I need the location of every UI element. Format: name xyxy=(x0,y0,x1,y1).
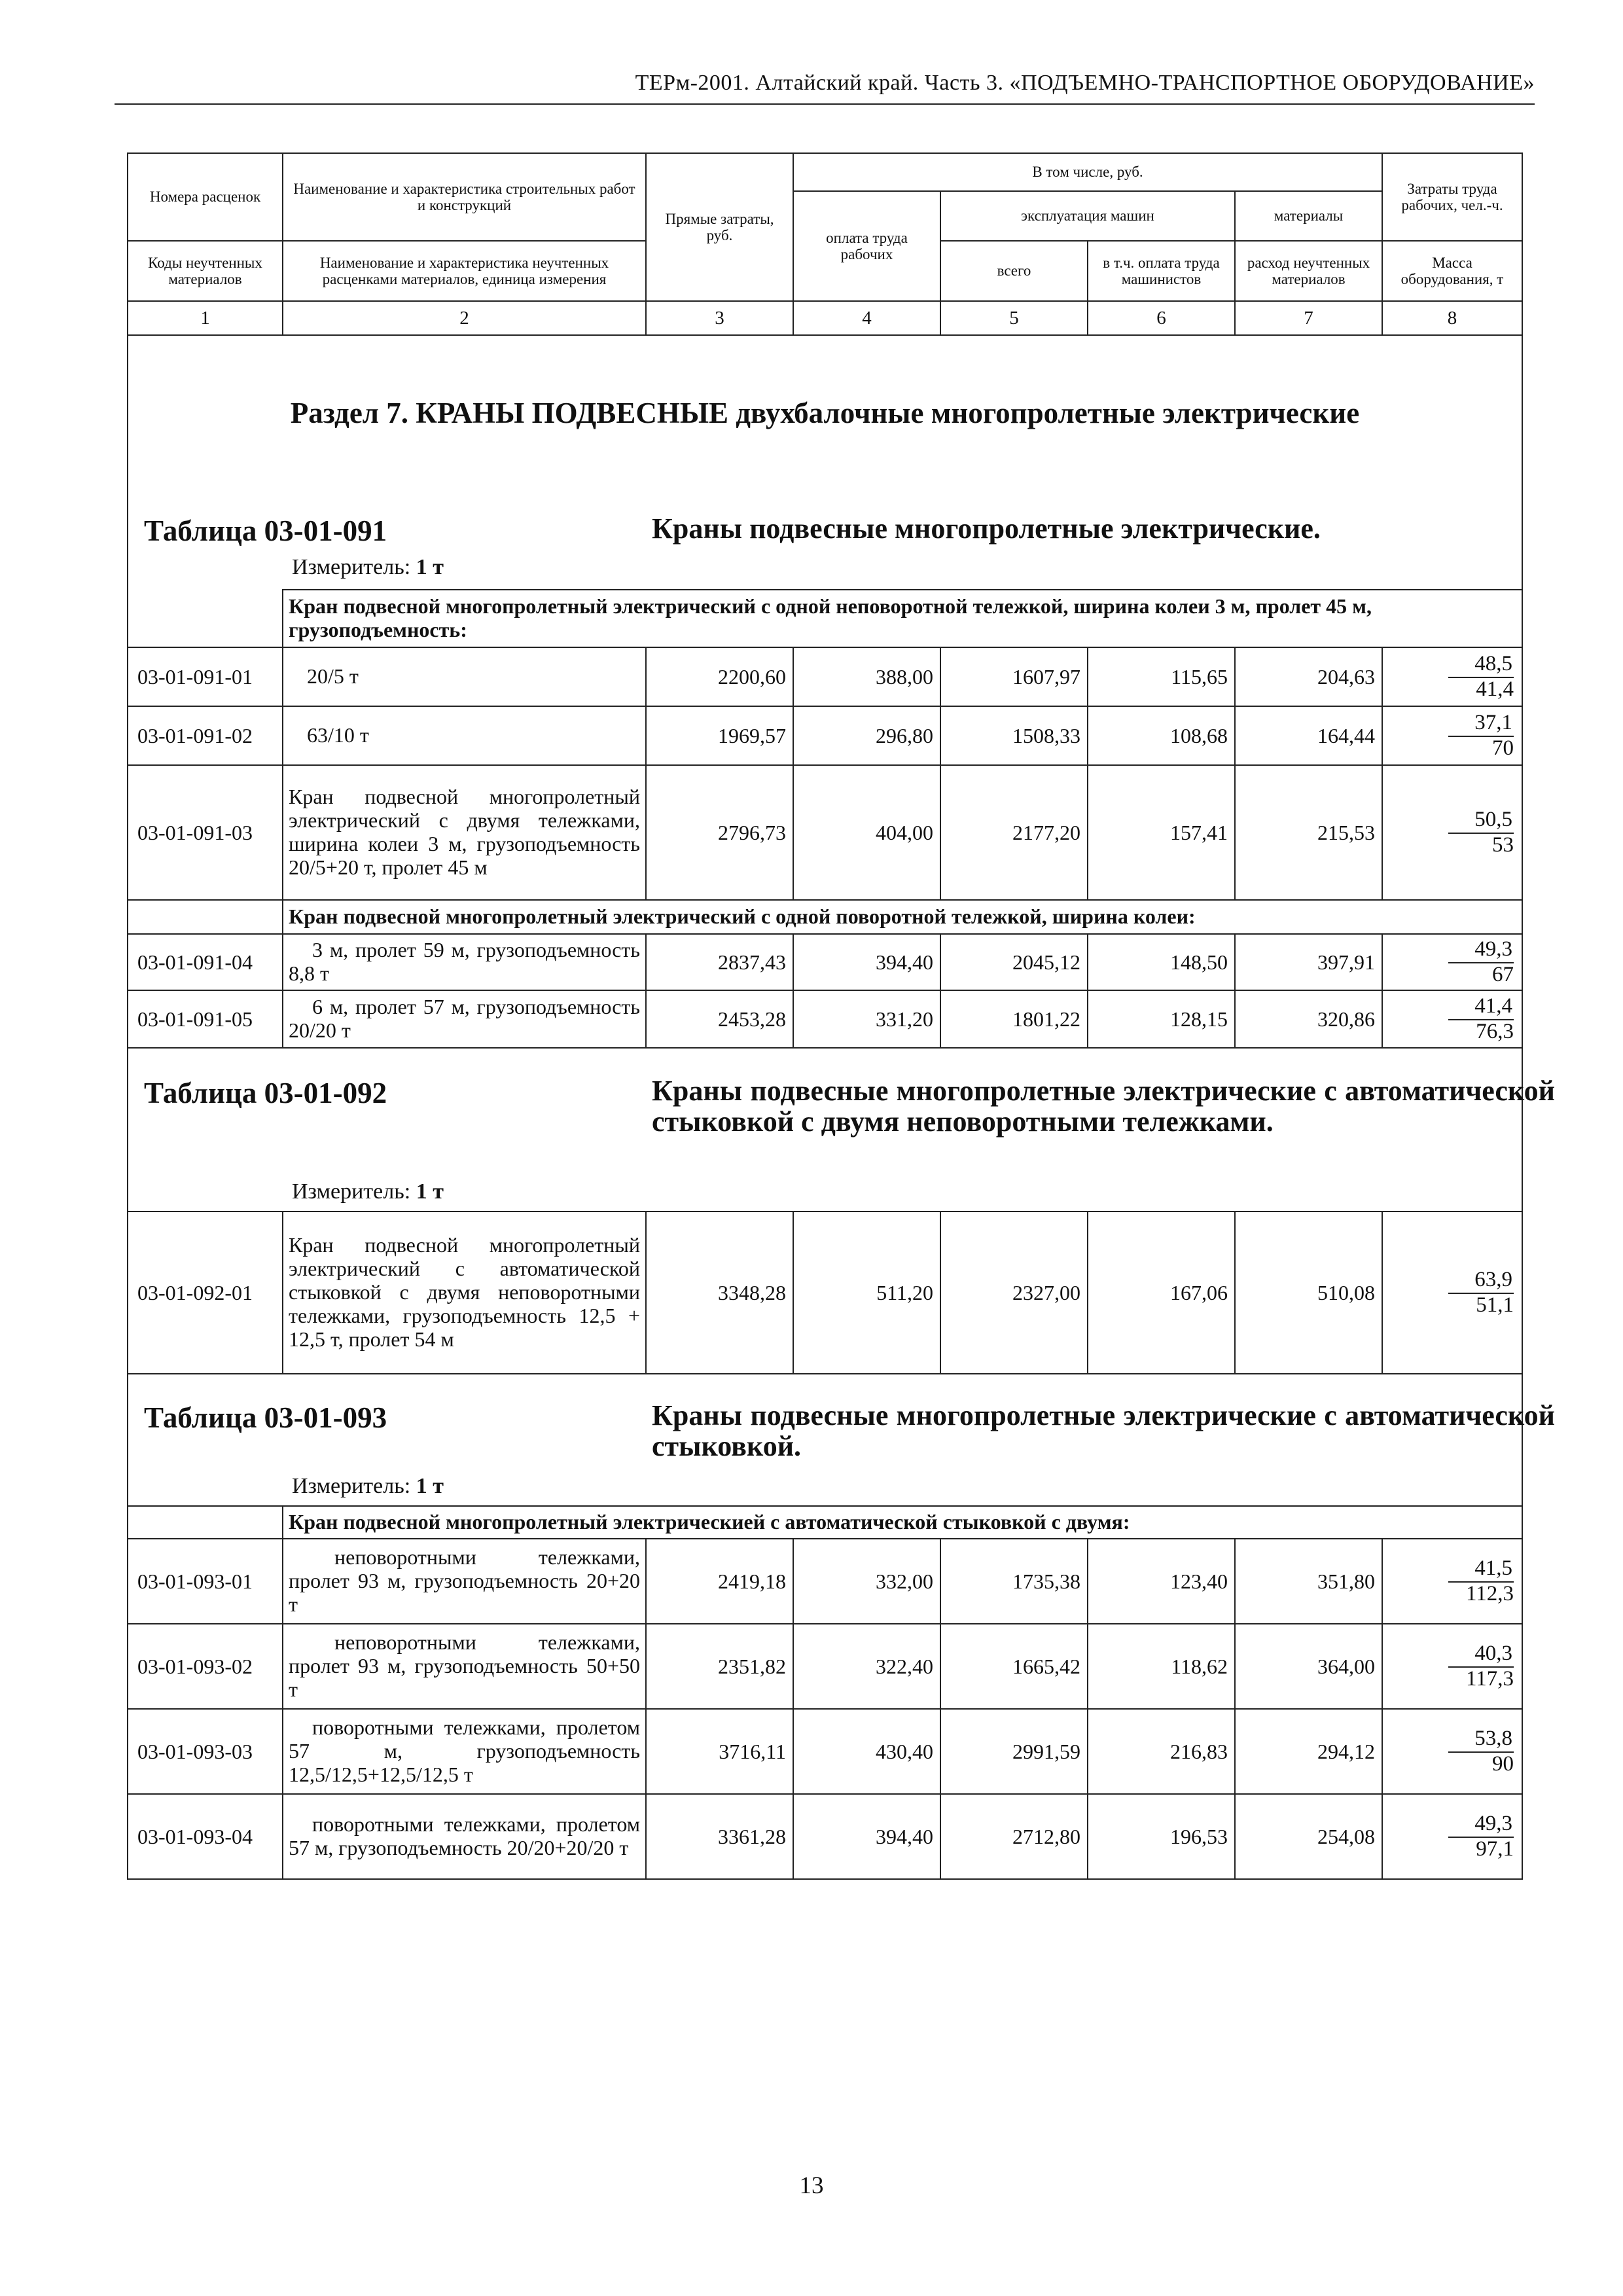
col3-header: Прямые затраты, руб. xyxy=(646,153,793,301)
table-row: 03-01-093-03 поворотными тележками, пролетом 57 м, грузоподъемность 12,5/12,5+12,5/12,5 т 3716,11 430,40 2991,59 216,83 294,12 53,8 90 xyxy=(128,1709,1522,1794)
table-title: Краны подвесные многопролетные электрические. xyxy=(652,512,1321,545)
table-row: 03-01-091-02 63/10 т 1969,57 296,80 1508,33 108,68 164,44 37,1 70 xyxy=(128,706,1522,765)
header-rule xyxy=(115,103,1535,105)
col7-header: расход неучтенных материалов xyxy=(1235,241,1382,301)
col5-header: всего xyxy=(940,241,1088,301)
page-number: 13 xyxy=(799,2172,824,2199)
col-number: 5 xyxy=(940,301,1088,335)
col6-header: в т.ч. оплата труда машинистов xyxy=(1088,241,1235,301)
table-row: 03-01-093-04 поворотными тележками, пролетом 57 м, грузоподъемность 20/20+20/20 т 3361,28 394,40 2712,80 196,53 254,08 49,3 97,1 xyxy=(128,1794,1522,1879)
measure-unit: Измеритель: 1 т xyxy=(292,1179,444,1204)
col-number: 4 xyxy=(793,301,940,335)
table-row: 03-01-093-01 неповоротными тележками, пролет 93 м, грузоподъемность 20+20 т 2419,18 332,00 1735,38 123,40 351,80 41,5 112,3 xyxy=(128,1539,1522,1624)
col-number: 7 xyxy=(1235,301,1382,335)
table-row: 03-01-091-04 3 м, пролет 59 м, грузоподъемность 8,8 т 2837,43 394,40 2045,12 148,50 397,91 49,3 67 xyxy=(128,934,1522,990)
col2-bottom-header: Наименование и характеристика неучтенных расценками материалов, единица измерения xyxy=(283,241,646,301)
group-heading: Кран подвесной многопролетный электрический с одной поворотной тележкой, ширина колеи: xyxy=(283,900,1522,934)
measure-unit: Измеритель: 1 т xyxy=(292,1474,444,1498)
table-row: 03-01-093-02 неповоротными тележками, пролет 93 м, грузоподъемность 50+50 т 2351,82 322,40 1665,42 118,62 364,00 40,3 117,3 xyxy=(128,1624,1522,1709)
materials-header: материалы xyxy=(1235,191,1382,241)
col8-bottom-header: Масса оборудования, т xyxy=(1382,241,1522,301)
table-title: Краны подвесные многопролетные электрические с автоматической стыковкой с двумя неповоротными тележками. xyxy=(652,1075,1555,1138)
table-number: Таблица 03-01-092 xyxy=(144,1077,387,1109)
section-title: Раздел 7. КРАНЫ ПОДВЕСНЫЕ двухбалочные многопролетные электрические xyxy=(290,397,1360,429)
table-row: 03-01-092-01 Кран подвесной многопролетный электрический с автоматической стыковкой с двумя неповоротными тележками, грузоподъемность 12,5 + 12,5 т, пролет 54 м 3348,28 511,20 2327,00 167,06 510,08 63,9 51,1 xyxy=(128,1211,1522,1374)
table-number: Таблица 03-01-091 xyxy=(144,514,387,547)
col-number: 1 xyxy=(128,301,283,335)
col1-bottom-header: Коды неучтенных материалов xyxy=(128,241,283,301)
col-number: 2 xyxy=(283,301,646,335)
table-row: 03-01-091-01 20/5 т 2200,60 388,00 1607,97 115,65 204,63 48,5 41,4 xyxy=(128,647,1522,706)
col-number: 6 xyxy=(1088,301,1235,335)
col-number: 8 xyxy=(1382,301,1522,335)
col-number: 3 xyxy=(646,301,793,335)
rates-table xyxy=(127,152,1555,1880)
table-title: Краны подвесные многопролетные электрические с автоматической стыковкой. xyxy=(652,1399,1555,1462)
page-header: ТЕРм-2001. Алтайский край. Часть 3. «ПОДЪЕМНО-ТРАНСПОРТНОЕ ОБОРУДОВАНИЕ» xyxy=(635,71,1535,95)
table-row: 03-01-091-03 Кран подвесной многопролетный электрический с двумя тележками, ширина колеи 3 м, грузоподъемность 20/5+20 т, пролет 45 м 2796,73 404,00 2177,20 157,41 215,53 50,5 53 xyxy=(128,765,1522,900)
group-heading: Кран подвесной многопролетный электрический с одной неповоротной тележкой, ширина колеи 3 м, пролет 45 м, грузоподъемность: xyxy=(283,590,1522,647)
col8-top-header: Затраты труда рабочих, чел.-ч. xyxy=(1382,153,1522,241)
table-number: Таблица 03-01-093 xyxy=(144,1401,387,1434)
machines-header: эксплуатация машин xyxy=(940,191,1235,241)
measure-unit: Измеритель: 1 т xyxy=(292,555,444,579)
table-row: 03-01-091-05 6 м, пролет 57 м, грузоподъемность 20/20 т 2453,28 331,20 1801,22 128,15 320,86 41,4 76,3 xyxy=(128,990,1522,1048)
group-heading: Кран подвесной многопролетный электрическией с автоматической стыковкой с двумя: xyxy=(283,1506,1522,1539)
col1-top-header: Номера расценок xyxy=(128,153,283,241)
col2-top-header: Наименование и характеристика строительных работ и конструкций xyxy=(283,153,646,241)
incl-header: В том числе, руб. xyxy=(793,153,1382,191)
col4-header: оплата труда рабочих xyxy=(793,191,940,301)
